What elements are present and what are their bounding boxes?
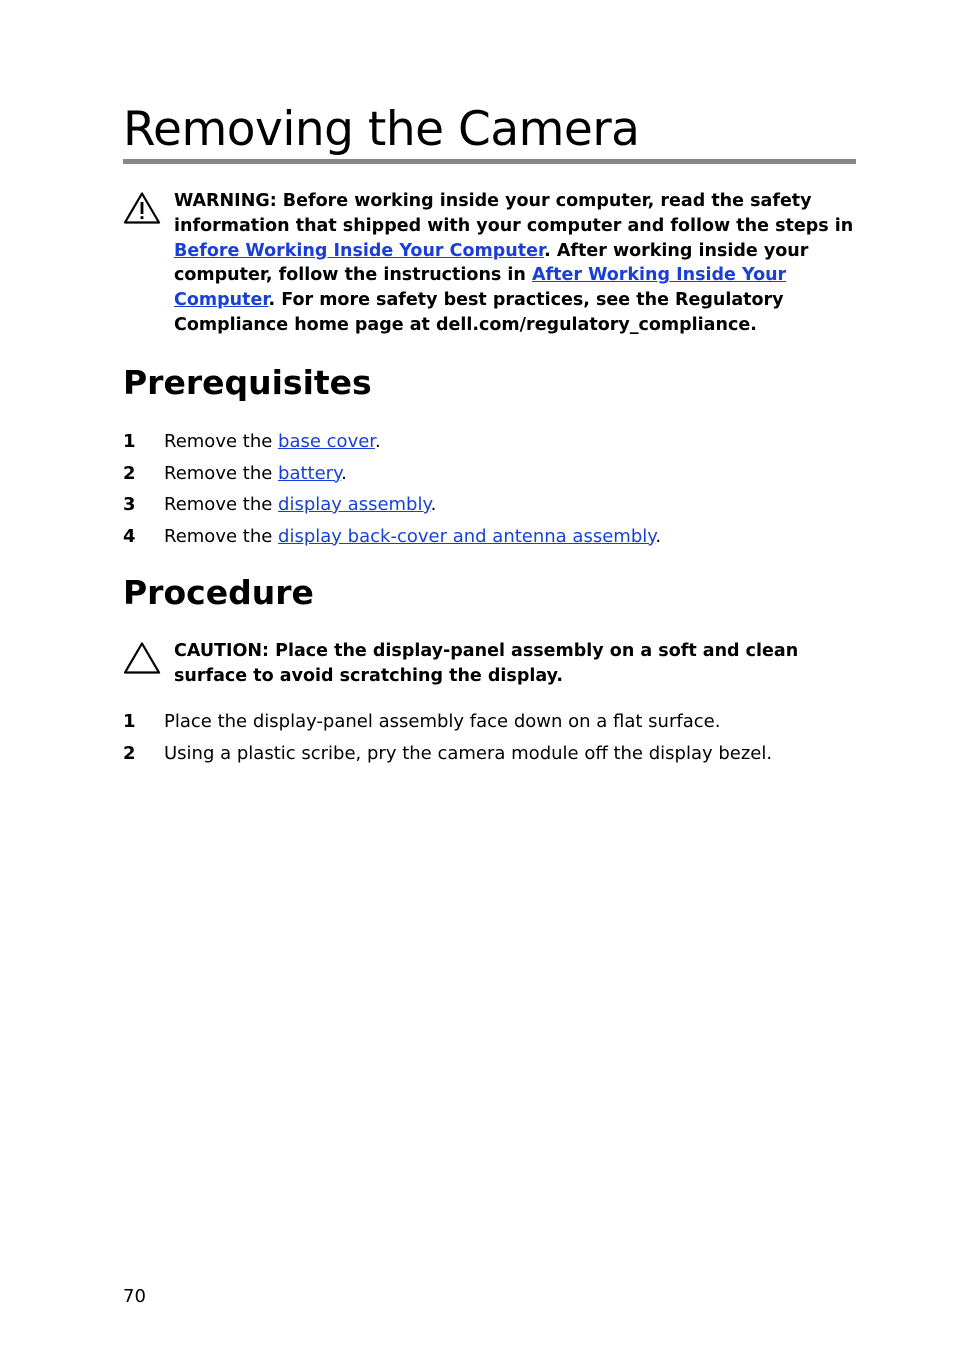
step-prefix: Remove the: [164, 494, 279, 515]
step-text: Using a plastic scribe, pry the camera module off the display bezel.: [164, 742, 773, 764]
step-suffix: .: [655, 525, 662, 547]
prerequisites-heading: Prerequisites: [123, 363, 372, 402]
step-text: [164, 426, 381, 458]
list-item: [123, 521, 856, 553]
after-working-link[interactable]: After Working Inside Your Computer: [174, 265, 787, 311]
page-title: Removing the Camera: [123, 102, 640, 157]
step-text: [164, 521, 661, 553]
step-number: 4: [123, 525, 136, 547]
step-prefix: Remove the: [164, 525, 279, 547]
page-number: 70: [123, 1286, 146, 1307]
warning-text-part2: . After working inside your computer, follow the instructions in: [174, 240, 809, 286]
procedure-list: [123, 706, 856, 769]
warning-notice: [123, 189, 856, 341]
step-prefix: Remove the: [164, 431, 279, 452]
warning-text-part3: . For more safety best practices, see the Regulatory Compliance home page at dell.com/regulatory_compliance.: [174, 290, 784, 335]
battery-link[interactable]: battery: [278, 462, 342, 484]
before-working-link[interactable]: Before Working Inside Your Computer: [174, 240, 545, 261]
step-number: 2: [123, 462, 136, 484]
prerequisites-list: [123, 426, 856, 552]
list-item: [123, 706, 856, 738]
step-number: 1: [123, 711, 136, 732]
display-back-cover-link[interactable]: display back-cover and antenna assembly: [278, 525, 656, 547]
step-number: 2: [123, 742, 136, 764]
step-number: 1: [123, 431, 136, 452]
step-text: [164, 489, 436, 521]
caution-text: CAUTION: Place the display-panel assembly on a soft and clean surface to avoid scratching the display.: [174, 641, 799, 686]
display-assembly-link[interactable]: display assembly: [278, 494, 431, 515]
list-item: [123, 738, 856, 770]
step-number: 3: [123, 494, 136, 515]
warning-text-part1: WARNING: Before working inside your computer, read the safety information that shipped with your computer and follow the steps in: [174, 191, 854, 236]
step-text: Place the display-panel assembly face down on a flat surface.: [164, 711, 721, 732]
step-suffix: .: [430, 494, 437, 515]
list-item: [123, 458, 856, 490]
caution-triangle-icon: [123, 641, 161, 675]
list-item: [123, 426, 856, 458]
warning-triangle-icon: [123, 191, 161, 225]
list-item: [123, 489, 856, 521]
title-underline: [123, 159, 856, 164]
step-prefix: Remove the: [164, 462, 279, 484]
step-suffix: .: [341, 462, 347, 484]
procedure-heading: Procedure: [123, 573, 314, 612]
base-cover-link[interactable]: base cover: [278, 431, 376, 452]
warning-text: [174, 189, 856, 338]
caution-notice: [123, 639, 856, 691]
step-suffix: .: [375, 431, 381, 452]
step-text: [164, 458, 347, 490]
